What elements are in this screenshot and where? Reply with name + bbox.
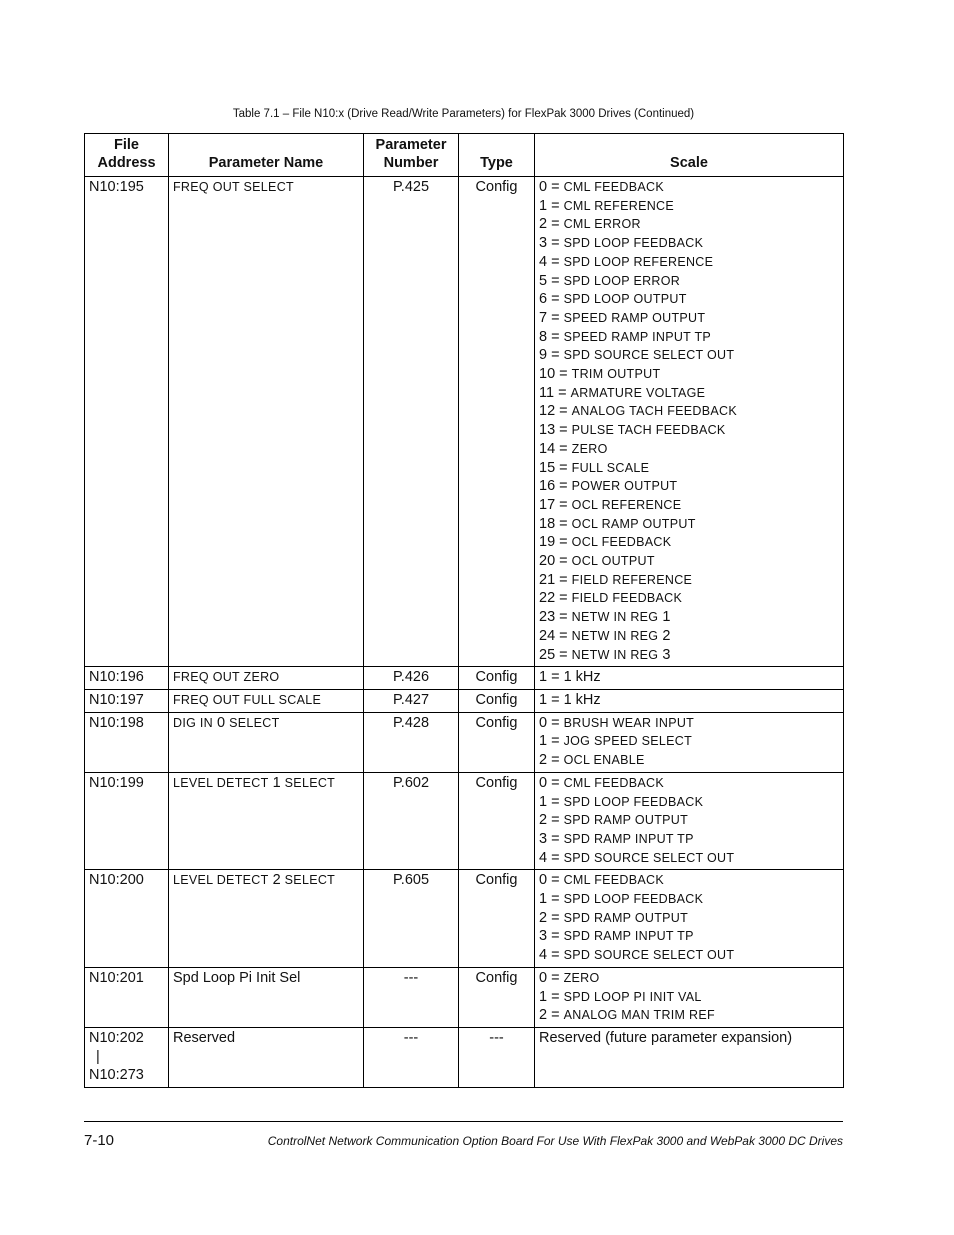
header-parameter-name: Parameter Name: [169, 134, 364, 177]
scale-label: SPD LOOP PI INIT VAL: [563, 989, 702, 1004]
scale-value: 4: [539, 849, 548, 866]
scale-value: 0: [539, 179, 548, 195]
table-header-row: [85, 134, 844, 177]
scale-label: CML FEEDBACK: [563, 775, 664, 790]
scale-entry: 1 = CML REFERENCE: [539, 197, 675, 214]
table-caption: Table 7.1 – File N10:x (Drive Read/Write Parameters) for FlexPak 3000 Drives (Continued): [232, 108, 695, 120]
scale-entry: 4 = SPD SOURCE SELECT OUT: [539, 849, 735, 866]
cell-parameter-number: P.425: [364, 177, 459, 667]
scale-label: BRUSH WEAR INPUT: [563, 715, 695, 730]
table-row: [85, 870, 844, 968]
scale-entry: 2 = ANALOG MAN TRIM REF: [539, 1007, 715, 1024]
file-address-range-bar: |: [96, 1048, 100, 1065]
file-address: N10:198: [89, 714, 144, 731]
scale-entry: 2 = CML ERROR: [539, 216, 641, 233]
scale-value: 14: [539, 440, 556, 457]
scale-entry: 1 = SPD LOOP PI INIT VAL: [539, 988, 702, 1005]
scale-entry: 9 = SPD SOURCE SELECT OUT: [539, 347, 735, 364]
scale-label: POWER OUTPUT: [571, 479, 678, 494]
scale-label: SPD RAMP INPUT TP: [563, 929, 694, 944]
table-row: [85, 712, 844, 772]
scale-value: 3: [539, 928, 548, 945]
scale-entry: 0 = CML FEEDBACK: [539, 179, 664, 195]
scale-value: 4: [539, 947, 548, 964]
scale-label: OCL REFERENCE: [571, 497, 682, 512]
scale-label: SPD LOOP OUTPUT: [563, 292, 687, 307]
file-address: N10:197: [89, 691, 144, 708]
scale-value: 0: [539, 774, 548, 791]
cell-file-address: [85, 177, 169, 667]
scale-value: 6: [539, 291, 548, 308]
cell-file-address: [85, 712, 169, 772]
scale-value: 22: [539, 590, 556, 607]
parameter-name: FREQ OUT FULL SCALE: [173, 692, 322, 707]
cell-scale: [535, 870, 844, 968]
scale-label: OCL ENABLE: [563, 753, 645, 768]
scale-entry: 25 = NETW IN REG 3: [539, 646, 671, 663]
scale-entry: 2 = SPD RAMP OUTPUT: [539, 909, 689, 926]
scale-entry: 4 = SPD SOURCE SELECT OUT: [539, 947, 735, 964]
table-row: [85, 689, 844, 712]
scale-entry: 13 = PULSE TACH FEEDBACK: [539, 422, 726, 439]
scale-label: CML FEEDBACK: [563, 873, 664, 888]
scale-entry: 0 = BRUSH WEAR INPUT: [539, 714, 695, 731]
scale-label: SPD LOOP REFERENCE: [563, 254, 714, 269]
header-file-address-line1: File: [114, 137, 139, 153]
cell-parameter-name: [169, 1027, 364, 1087]
cell-parameter-number: P.602: [364, 772, 459, 870]
scale-entry: 12 = ANALOG TACH FEEDBACK: [539, 403, 737, 420]
cell-type: ---: [459, 1027, 535, 1087]
cell-scale: [535, 667, 844, 690]
scale-text: Reserved (future parameter expansion): [539, 1029, 793, 1046]
scale-entry: 10 = TRIM OUTPUT: [539, 366, 661, 383]
scale-entry: 4 = SPD LOOP REFERENCE: [539, 253, 714, 270]
scale-label: ZERO: [563, 970, 600, 985]
scale-label: SPD LOOP FEEDBACK: [563, 794, 704, 809]
scale-value: 3: [539, 830, 548, 847]
header-parameter-number-line1: Parameter: [375, 137, 447, 153]
file-address: N10:200: [89, 872, 144, 889]
scale-value: 13: [539, 422, 556, 439]
scale-value: 3: [539, 235, 548, 252]
scale-entry: 11 = ARMATURE VOLTAGE: [539, 384, 706, 401]
scale-entry: 0 = CML FEEDBACK: [539, 774, 664, 791]
scale-entry: 1 = SPD LOOP FEEDBACK: [539, 891, 704, 908]
scale-label: NETW IN REG: [571, 647, 659, 662]
scale-label: ZERO: [571, 441, 608, 456]
cell-parameter-name: [169, 667, 364, 690]
cell-file-address: [85, 967, 169, 1027]
cell-parameter-name: [169, 772, 364, 870]
scale-value: 23: [539, 609, 556, 626]
scale-entry: 3 = SPD LOOP FEEDBACK: [539, 235, 704, 252]
scale-label: JOG SPEED SELECT: [563, 734, 693, 749]
scale-label: ARMATURE VOLTAGE: [570, 385, 706, 400]
file-address: N10:201: [89, 969, 144, 986]
scale-entry: 1 = JOG SPEED SELECT: [539, 733, 693, 750]
scale-label: SPD LOOP ERROR: [563, 273, 681, 288]
cell-file-address: [85, 689, 169, 712]
scale-label: PULSE TACH FEEDBACK: [571, 423, 726, 438]
scale-value: 2: [539, 909, 548, 926]
scale-entry: 15 = FULL SCALE: [539, 459, 650, 476]
file-address: N10:196: [89, 669, 144, 686]
cell-type: Config: [459, 689, 535, 712]
scale-label: TRIM OUTPUT: [571, 367, 661, 382]
parameter-name-suffix: SELECT: [284, 775, 336, 790]
scale-entry: 16 = POWER OUTPUT: [539, 478, 678, 495]
cell-scale: [535, 967, 844, 1027]
scale-entry: 22 = FIELD FEEDBACK: [539, 590, 683, 607]
cell-parameter-name: [169, 177, 364, 667]
scale-entry: 6 = SPD LOOP OUTPUT: [539, 291, 687, 308]
scale-label: FIELD FEEDBACK: [571, 591, 683, 606]
scale-label: SPD LOOP FEEDBACK: [563, 236, 704, 251]
scale-entry: 2 = SPD RAMP OUTPUT: [539, 812, 689, 829]
scale-value: 25: [539, 646, 556, 663]
scale-entry: 19 = OCL FEEDBACK: [539, 534, 672, 551]
scale-label: FULL SCALE: [571, 460, 650, 475]
cell-parameter-number: P.427: [364, 689, 459, 712]
header-parameter-number: [364, 134, 459, 177]
scale-label: OCL FEEDBACK: [571, 535, 672, 550]
scale-value: 0: [539, 872, 548, 889]
scale-entry: 17 = OCL REFERENCE: [539, 496, 682, 513]
scale-text: 1 = 1 kHz: [539, 669, 601, 686]
file-address: N10:202: [89, 1029, 144, 1046]
parameter-name: FREQ OUT SELECT: [173, 180, 294, 194]
scale-entry: 23 = NETW IN REG 1: [539, 609, 671, 626]
scale-entry: 20 = OCL OUTPUT: [539, 553, 655, 570]
scale-value: 2: [539, 812, 548, 829]
scale-label: SPD SOURCE SELECT OUT: [563, 850, 735, 865]
cell-type: Config: [459, 712, 535, 772]
cell-parameter-number: ---: [364, 967, 459, 1027]
footer-divider: [84, 1121, 843, 1122]
parameter-name-digit: 2: [272, 872, 281, 889]
scale-value: 1: [539, 988, 548, 1005]
scale-label-digit: 2: [662, 627, 671, 644]
scale-label: SPD RAMP INPUT TP: [563, 831, 694, 846]
scale-label: NETW IN REG: [571, 628, 659, 643]
scale-entry: 14 = ZERO: [539, 440, 608, 457]
scale-label: SPD RAMP OUTPUT: [563, 813, 689, 828]
cell-scale: [535, 689, 844, 712]
scale-label: OCL OUTPUT: [571, 554, 655, 569]
scale-label: ANALOG MAN TRIM REF: [563, 1008, 715, 1023]
header-parameter-number-line2: Number: [383, 155, 439, 171]
scale-entry: 5 = SPD LOOP ERROR: [539, 272, 681, 289]
header-scale: Scale: [535, 134, 844, 177]
cell-parameter-number: P.428: [364, 712, 459, 772]
scale-entry: 1 = SPD LOOP FEEDBACK: [539, 793, 704, 810]
scale-value: 1: [539, 733, 548, 750]
parameter-name-digit: 0: [217, 714, 226, 731]
scale-value: 0: [539, 969, 548, 986]
parameter-name-prefix: DIG IN: [173, 715, 213, 730]
scale-value: 20: [539, 553, 556, 570]
scale-value: 18: [539, 515, 556, 532]
scale-entry: 0 = CML FEEDBACK: [539, 872, 664, 889]
scale-entry: 18 = OCL RAMP OUTPUT: [539, 515, 696, 532]
scale-value: 12: [539, 403, 556, 420]
header-type: Type: [459, 134, 535, 177]
cell-file-address: [85, 1027, 169, 1087]
table-row: [85, 772, 844, 870]
scale-value: 2: [539, 752, 548, 769]
scale-label: NETW IN REG: [571, 610, 659, 625]
table-row: [85, 667, 844, 690]
scale-label: SPD LOOP FEEDBACK: [563, 892, 704, 907]
header-file-address: [85, 134, 169, 177]
table-row: [85, 967, 844, 1027]
scale-label: CML REFERENCE: [563, 198, 675, 213]
scale-label: SPD SOURCE SELECT OUT: [563, 348, 735, 363]
cell-type: Config: [459, 667, 535, 690]
cell-parameter-name: [169, 967, 364, 1027]
scale-label: CML FEEDBACK: [563, 180, 664, 194]
scale-label: FIELD REFERENCE: [571, 572, 693, 587]
scale-value: 19: [539, 534, 556, 551]
scale-value: 1: [539, 891, 548, 908]
scale-value: 4: [539, 253, 548, 270]
header-file-address-line2: Address: [97, 155, 156, 171]
parameter-name: FREQ OUT ZERO: [173, 670, 280, 685]
cell-scale: [535, 712, 844, 772]
scale-value: 5: [539, 272, 548, 289]
cell-type: Config: [459, 967, 535, 1027]
cell-file-address: [85, 870, 169, 968]
scale-entry: 7 = SPEED RAMP OUTPUT: [539, 309, 706, 326]
scale-text: 1 = 1 kHz: [539, 691, 601, 708]
scale-value: 2: [539, 216, 548, 233]
cell-parameter-number: ---: [364, 1027, 459, 1087]
scale-label: CML ERROR: [563, 217, 641, 232]
scale-label-digit: 3: [662, 646, 671, 663]
scale-value: 21: [539, 571, 556, 588]
cell-type: Config: [459, 772, 535, 870]
parameter-name-prefix: LEVEL DETECT: [173, 873, 269, 888]
scale-value: 15: [539, 459, 556, 476]
table-row: [85, 177, 844, 667]
scale-label: OCL RAMP OUTPUT: [571, 516, 696, 531]
cell-parameter-name: [169, 870, 364, 968]
cell-parameter-name: [169, 689, 364, 712]
cell-type: Config: [459, 870, 535, 968]
scale-value: 10: [539, 366, 556, 383]
scale-value: 0: [539, 714, 548, 731]
parameter-name-prefix: LEVEL DETECT: [173, 775, 269, 790]
scale-value: 2: [539, 1007, 548, 1024]
scale-label: SPEED RAMP INPUT TP: [563, 329, 712, 344]
scale-value: 24: [539, 627, 556, 644]
cell-scale: [535, 772, 844, 870]
scale-entry: 8 = SPEED RAMP INPUT TP: [539, 328, 712, 345]
file-address: N10:199: [89, 774, 144, 791]
scale-value: 7: [539, 309, 548, 326]
scale-value: 17: [539, 496, 556, 513]
scale-label: SPD RAMP OUTPUT: [563, 910, 689, 925]
scale-entry: 2 = OCL ENABLE: [539, 752, 645, 769]
cell-scale: [535, 1027, 844, 1087]
scale-label: SPEED RAMP OUTPUT: [563, 310, 706, 325]
cell-parameter-number: P.605: [364, 870, 459, 968]
scale-value: 9: [539, 347, 548, 364]
page-number: 7-10: [84, 1132, 115, 1149]
scale-entry: 3 = SPD RAMP INPUT TP: [539, 830, 694, 847]
scale-value: 11: [539, 384, 555, 401]
scale-value: 1: [539, 197, 548, 214]
scale-label-digit: 1: [662, 609, 671, 626]
table-body: [85, 177, 844, 1088]
cell-file-address: [85, 667, 169, 690]
scale-entry: 3 = SPD RAMP INPUT TP: [539, 928, 694, 945]
scale-value: 8: [539, 328, 548, 345]
scale-label: ANALOG TACH FEEDBACK: [571, 404, 737, 419]
scale-entry: 21 = FIELD REFERENCE: [539, 571, 693, 588]
file-address-end: N10:273: [89, 1067, 144, 1084]
parameter-table: [84, 133, 844, 1088]
cell-scale: [535, 177, 844, 667]
scale-entry: 24 = NETW IN REG 2: [539, 627, 671, 644]
scale-value: 16: [539, 478, 556, 495]
cell-parameter-name: [169, 712, 364, 772]
table-row: [85, 1027, 844, 1087]
parameter-name: Reserved: [173, 1029, 236, 1046]
scale-entry: 0 = ZERO: [539, 969, 600, 986]
cell-type: Config: [459, 177, 535, 667]
parameter-name: Spd Loop Pi Init Sel: [173, 969, 301, 986]
footer-title: ControlNet Network Communication Option Board For Use With FlexPak 3000 and WebPak 3000 DC Drives: [267, 1134, 843, 1148]
parameter-name-suffix: SELECT: [284, 873, 336, 888]
cell-parameter-number: P.426: [364, 667, 459, 690]
scale-label: SPD SOURCE SELECT OUT: [563, 948, 735, 963]
parameter-name-suffix: SELECT: [229, 715, 280, 730]
file-address: N10:195: [89, 179, 144, 195]
cell-file-address: [85, 772, 169, 870]
scale-value: 1: [539, 793, 548, 810]
parameter-name-digit: 1: [272, 774, 281, 791]
